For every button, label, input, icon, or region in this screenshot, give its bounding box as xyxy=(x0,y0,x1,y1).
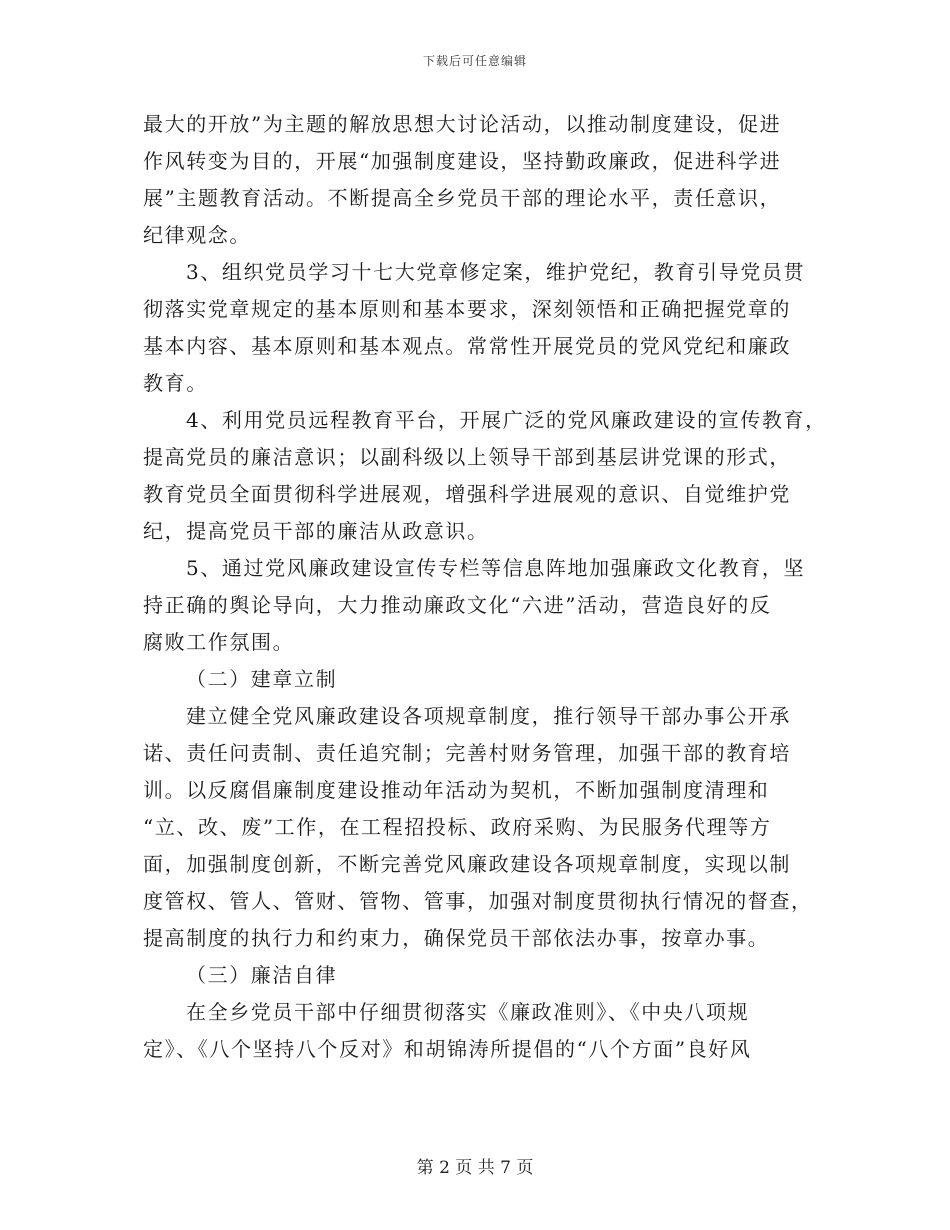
page-number: 第 2 页 共 7 页 xyxy=(416,1158,534,1178)
text-line: 面，加强制度创新，不断完善党风廉政建设各项规章制度，实现以制 xyxy=(143,852,791,876)
section-heading-rules: （二）建章立制 xyxy=(186,667,338,691)
text-line: 作风转变为目的，开展“加强制度建设，坚持勤政廉政，促进科学进 xyxy=(143,149,782,173)
document-body xyxy=(143,106,827,1068)
text-line: 最大的开放”为主题的解放思想大讨论活动，以推动制度建设，促进 xyxy=(143,112,782,136)
paragraph-5-start: 5、通过党风廉政建设宣传专栏等信息阵地加强廉政文化教育，坚 xyxy=(186,556,806,580)
paragraph-4-start: 4、利用党员远程教育平台，开展广泛的党风廉政建设的宣传教育， xyxy=(186,408,827,432)
text-line: 提高制度的执行力和约束力，确保党员干部依法办事，按章办事。 xyxy=(143,926,770,950)
page-header-note: 下载后可任意编辑 xyxy=(422,54,527,68)
text-line: 基本内容、基本原则和基本观点。常常性开展党员的党风党纪和廉政 xyxy=(143,334,791,358)
text-line: 度管权、管人、管财、管物、管事，加强对制度贯彻执行情况的督查， xyxy=(143,889,813,913)
text-line: 教育党员全面贯彻科学进展观，增强科学进展观的意识、自觉维护党 xyxy=(143,482,791,506)
section-heading-self-discipline: （三）廉洁自律 xyxy=(186,963,338,987)
text-line: 定》、《八个坚持八个反对》和胡锦涛所提倡的“八个方面”良好风 xyxy=(143,1037,752,1061)
text-line: 训。以反腐倡廉制度建设推动年活动为契机，不断加强制度清理和 xyxy=(143,778,770,802)
paragraph-3-start: 3、组织党员学习十七大党章修定案，维护党纪，教育引导党员贯 xyxy=(186,260,806,284)
text-line: 诺、责任问责制、责任追究制；完善村财务管理，加强干部的教育培 xyxy=(143,741,791,765)
paragraph-self-discipline-start: 在全乡党员干部中仔细贯彻落实《廉政准则》、《中央八项规 xyxy=(186,1000,750,1024)
text-line: “立、改、废”工作，在工程招投标、政府采购、为民服务代理等方 xyxy=(143,815,772,839)
text-line: 纪，提高党员干部的廉洁从政意识。 xyxy=(143,519,489,543)
text-line: 教育。 xyxy=(143,371,208,395)
paragraph-rules-start: 建立健全党风廉政建设各项规章制度，推行领导干部办事公开承 xyxy=(186,704,791,728)
text-line: 彻落实党章规定的基本原则和基本要求，深刻领悟和正确把握党章的 xyxy=(143,297,791,321)
text-line: 持正确的舆论导向，大力推动廉政文化“六进”活动，营造良好的反 xyxy=(143,593,772,617)
text-line: 腐败工作氛围。 xyxy=(143,630,295,654)
text-line: 提高党员的廉洁意识；以副科级以上领导干部到基层讲党课的形式， xyxy=(143,445,791,469)
text-line: 展”主题教育活动。不断提高全乡党员干部的理论水平，责任意识， xyxy=(143,186,782,210)
text-line: 纪律观念。 xyxy=(143,223,251,247)
